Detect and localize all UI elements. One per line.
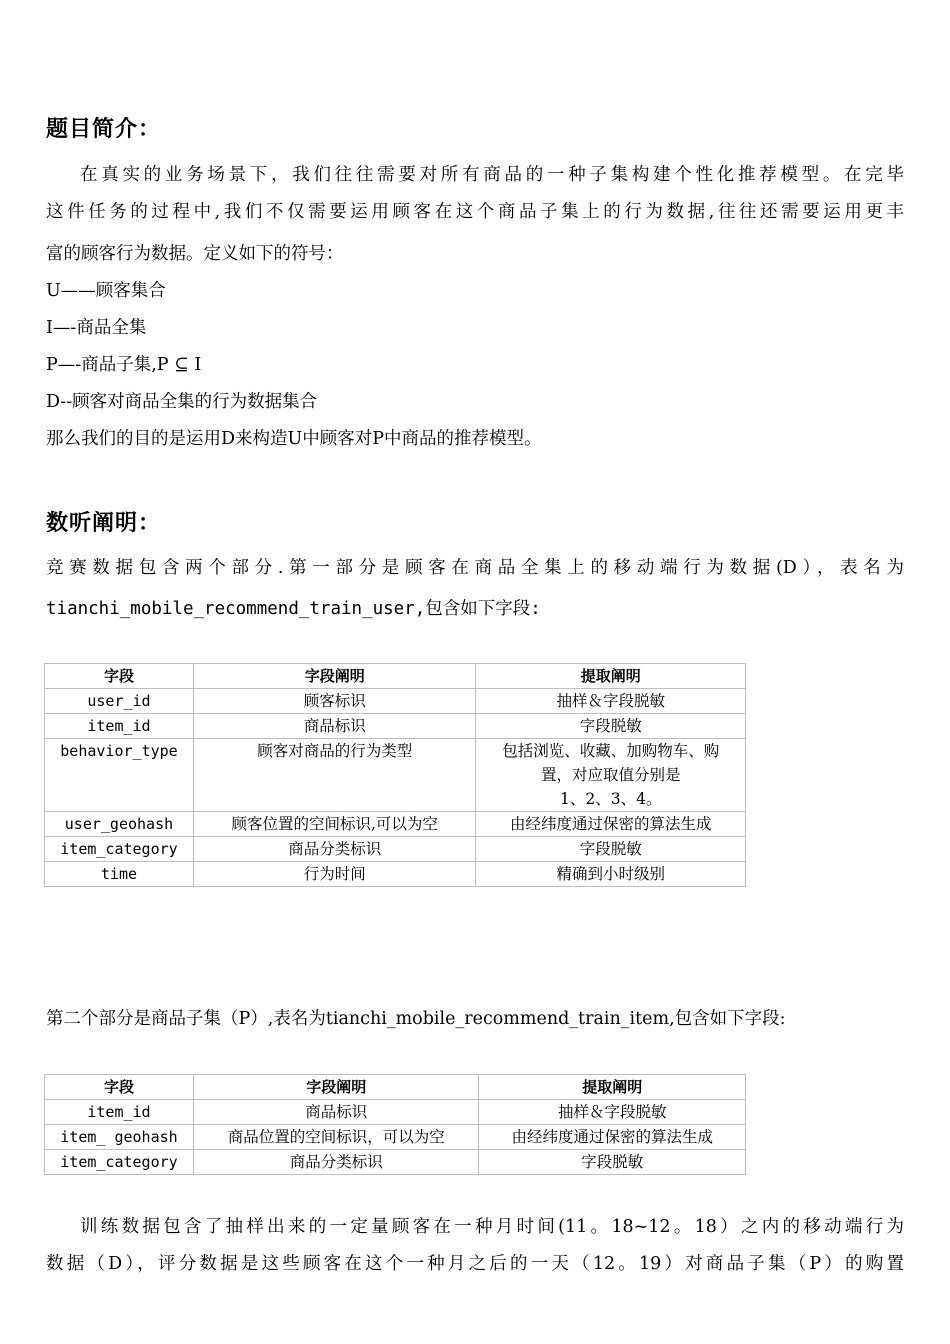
table-cell-field: item_ geohash	[45, 1125, 194, 1150]
table-row	[45, 739, 746, 812]
table-cell-line: 置，对应取值分别是	[540, 766, 681, 784]
table-cell-desc: 顾客位置的空间标识,可以为空	[193, 812, 475, 837]
table-cell-extract: 字段脱敏	[479, 1150, 746, 1175]
item-subset-table	[44, 1074, 746, 1175]
table-header-cell: 提取阐明	[479, 1075, 746, 1100]
table-row	[45, 714, 746, 739]
table-row	[45, 1125, 746, 1150]
table-cell-extract	[476, 739, 746, 812]
table-row	[45, 1150, 746, 1175]
table-cell-desc: 商品分类标识	[193, 837, 475, 862]
table-row	[45, 689, 746, 714]
table-cell-field: item_id	[45, 714, 194, 739]
table-cell-line: 1、2、3、4。	[559, 790, 662, 808]
table-cell-field: time	[45, 862, 194, 887]
table-cell-field: user_geohash	[45, 812, 194, 837]
training-line-1: 训练数据包含了抽样出来的一定量顾客在一种月时间(11。18~12。18）之内的移动端行为	[80, 1217, 904, 1237]
definition-i: I—-商品全集	[46, 318, 147, 338]
table-cell-extract: 精确到小时级别	[476, 862, 746, 887]
table-cell-extract: 字段脱敏	[476, 837, 746, 862]
table-row	[45, 1100, 746, 1125]
table-cell-desc: 商品分类标识	[193, 1150, 479, 1175]
table-cell-field: behavior_type	[45, 739, 194, 812]
definition-p: P—-商品子集,P ⊆ I	[46, 355, 202, 375]
intro-heading: 题目简介：	[46, 117, 162, 142]
table-header-row	[45, 664, 746, 689]
table-cell-field: item_category	[45, 837, 194, 862]
table-cell-line: 包括浏览、收藏、加购物车、购	[502, 742, 720, 760]
data-desc-line-2: tianchi_mobile_recommend_train_user,包含如下字段:	[46, 599, 541, 619]
table-row	[45, 812, 746, 837]
table-cell-field: item_category	[45, 1150, 194, 1175]
intro-line-3: 富的顾客行为数据。定义如下的符号：	[46, 244, 344, 264]
table-cell-extract: 由经纬度通过保密的算法生成	[476, 812, 746, 837]
table-cell-desc: 顾客对商品的行为类型	[193, 739, 475, 812]
table-header-cell: 字段阐明	[193, 1075, 479, 1100]
table-cell-desc: 商品标识	[193, 714, 475, 739]
table-cell-desc: 商品位置的空间标识，可以为空	[193, 1125, 479, 1150]
table-cell-field: item_id	[45, 1100, 194, 1125]
training-line-2: 数据（D），评分数据是这些顾客在这个一种月之后的一天（12。19）对商品子集（P）的购置	[46, 1254, 904, 1274]
table-cell-extract: 由经纬度通过保密的算法生成	[479, 1125, 746, 1150]
goal-statement: 那么我们的目的是运用D来构造U中顾客对P中商品的推荐模型。	[46, 429, 542, 449]
table-row	[45, 837, 746, 862]
table-cell-field: user_id	[45, 689, 194, 714]
table-cell-extract: 抽样＆字段脱敏	[479, 1100, 746, 1125]
table-cell-extract: 字段脱敏	[476, 714, 746, 739]
table-row	[45, 862, 746, 887]
intro-line-2: 这件任务的过程中,我们不仅需要运用顾客在这个商品子集上的行为数据,往往还需要运用更丰	[46, 202, 904, 222]
data-desc-line-1: 竞赛数据包含两个部分.第一部分是顾客在商品全集上的移动端行为数据(D），表名为	[46, 558, 904, 578]
table-header-cell: 字段	[45, 1075, 194, 1100]
table-header-cell: 字段	[45, 664, 194, 689]
data-desc-heading: 数听阐明：	[46, 511, 162, 536]
second-part-line: 第二个部分是商品子集（P）,表名为tianchi_mobile_recommend_train_item,包含如下字段:	[46, 1009, 786, 1029]
user-behavior-table	[44, 663, 746, 887]
table-header-cell: 提取阐明	[476, 664, 746, 689]
table-cell-desc: 商品标识	[193, 1100, 479, 1125]
definition-d: D--顾客对商品全集的行为数据集合	[46, 392, 318, 412]
intro-line-1: 在真实的业务场景下，我们往往需要对所有商品的一种子集构建个性化推荐模型。在完毕	[80, 165, 904, 185]
table-cell-extract: 抽样＆字段脱敏	[476, 689, 746, 714]
table-header-cell: 字段阐明	[193, 664, 475, 689]
definition-u: U——顾客集合	[46, 281, 166, 301]
table-header-row	[45, 1075, 746, 1100]
table-cell-desc: 行为时间	[193, 862, 475, 887]
table-cell-desc: 顾客标识	[193, 689, 475, 714]
